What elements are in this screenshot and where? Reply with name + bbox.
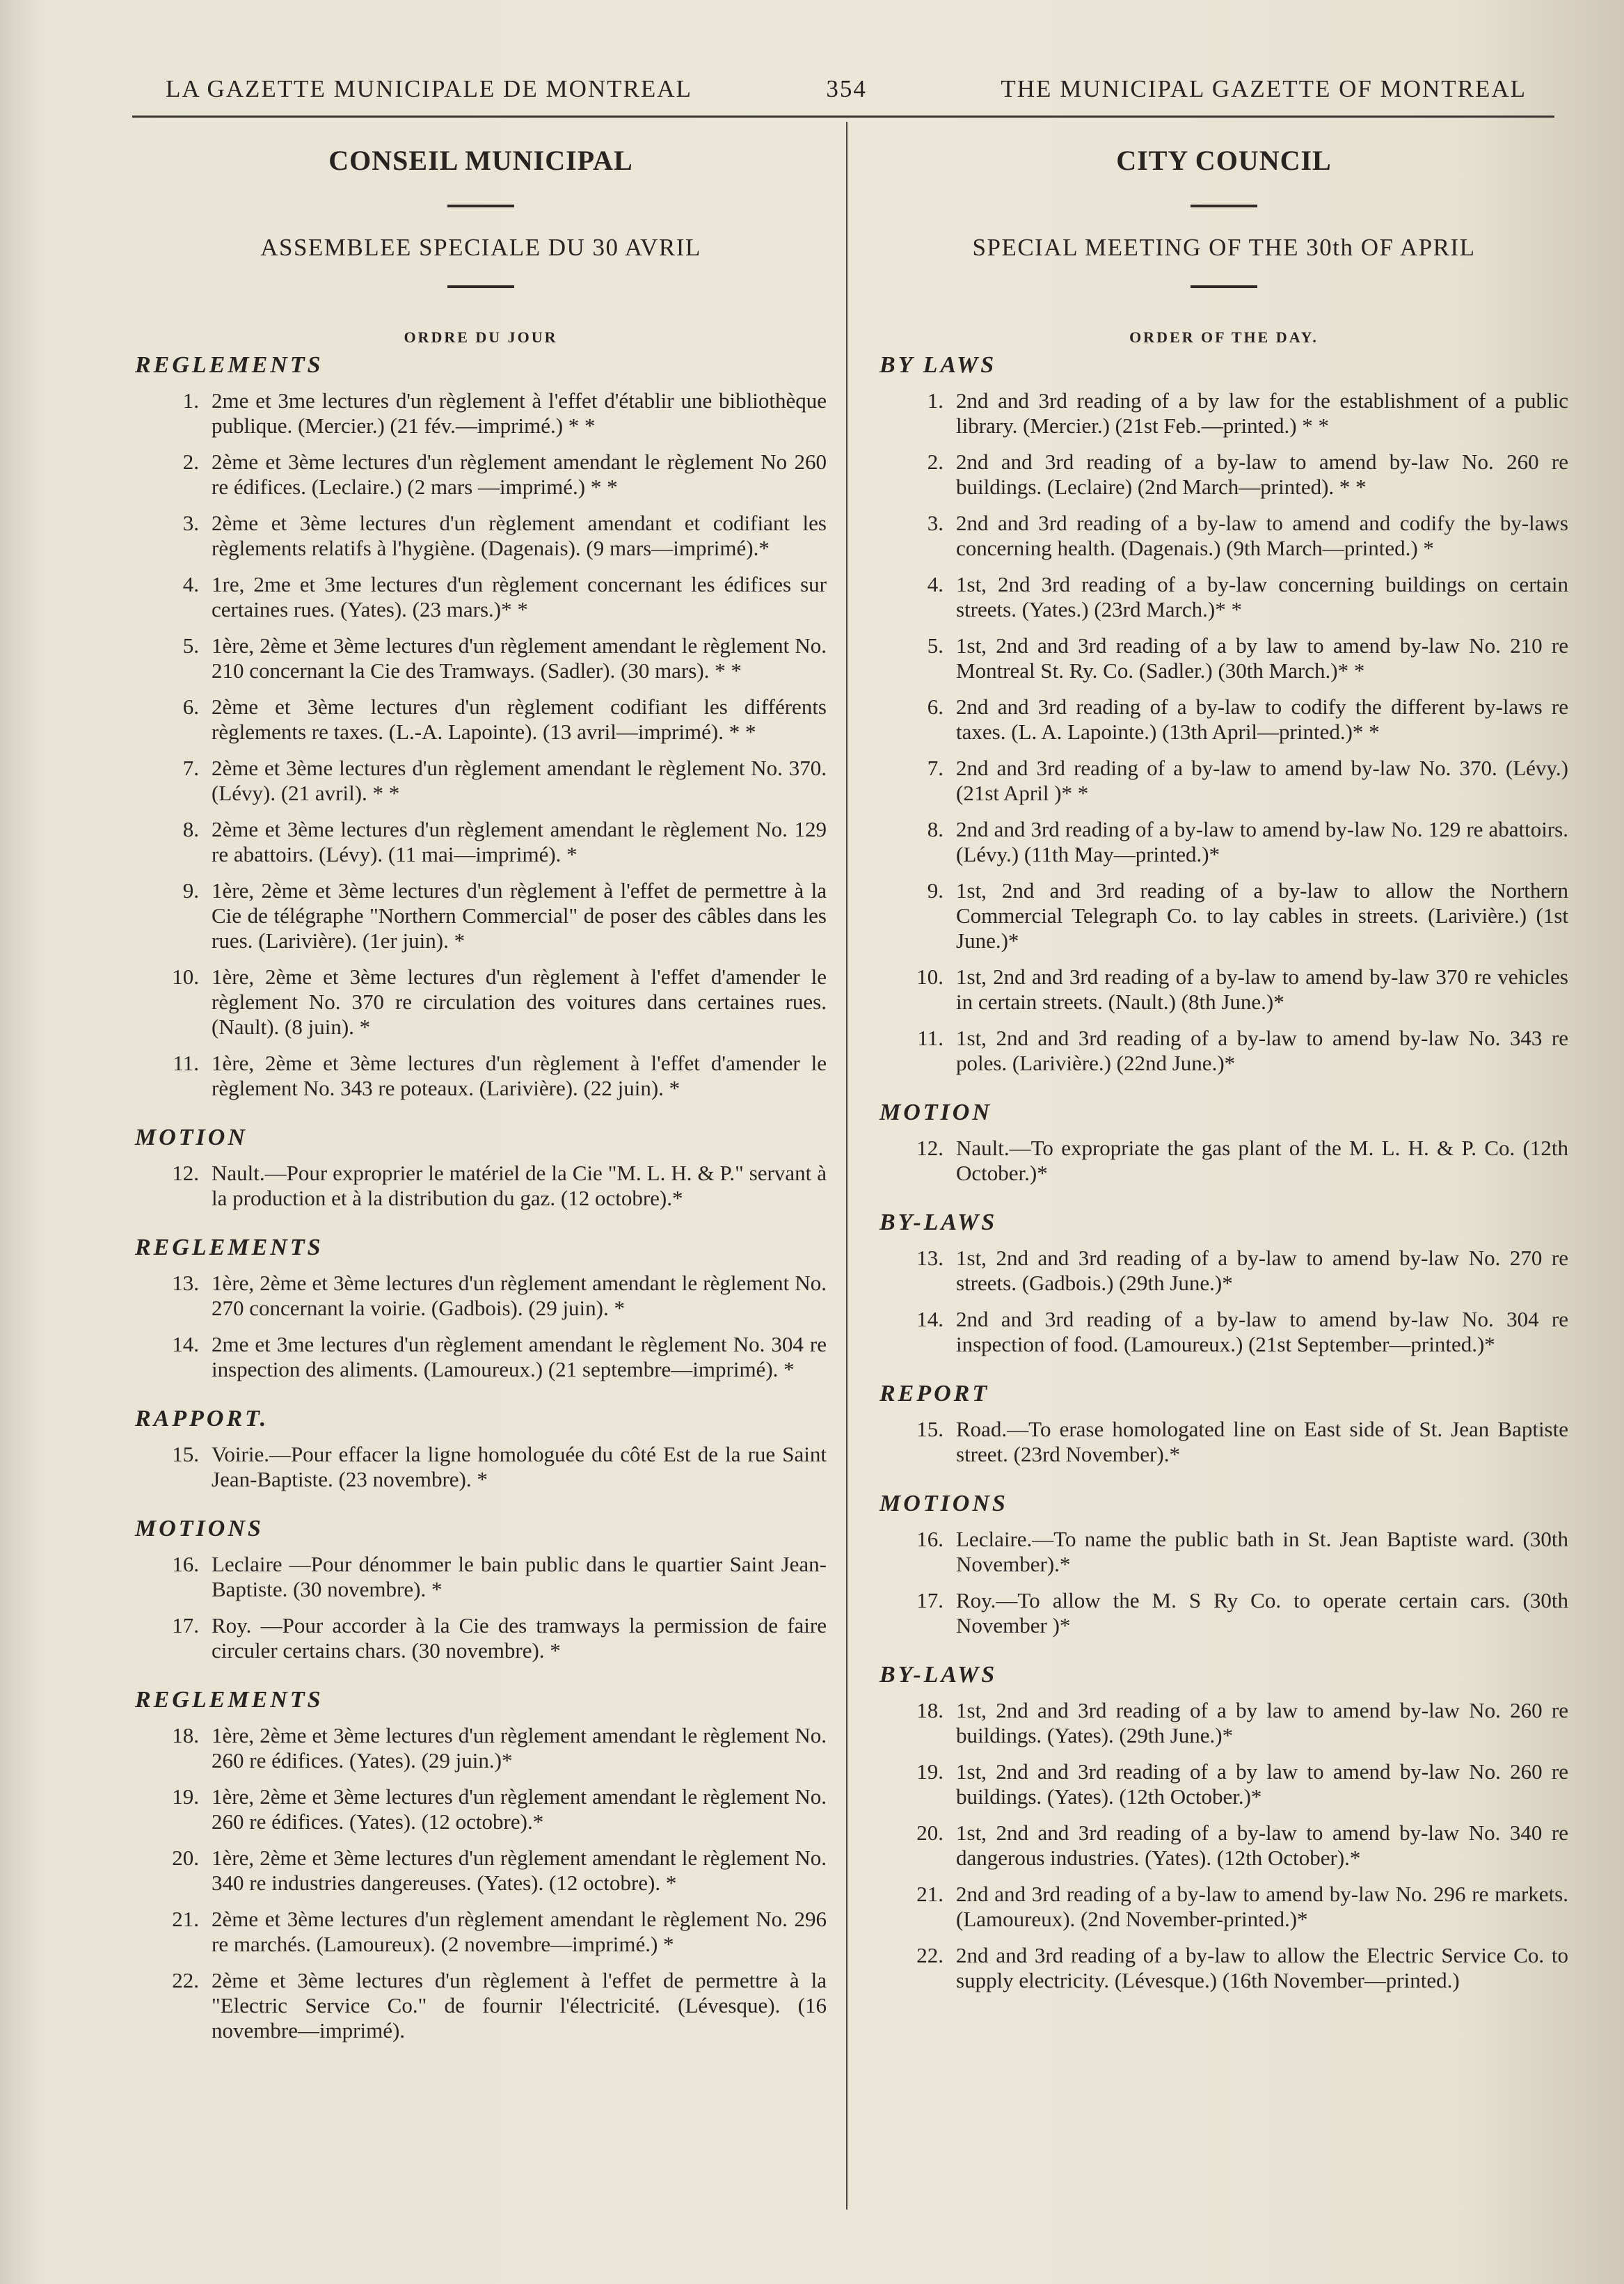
item-number: 22.	[916, 1943, 944, 1967]
agenda-item	[135, 878, 827, 953]
agenda-item	[135, 450, 827, 500]
item-number: 17.	[172, 1613, 199, 1637]
section-heading: BY-LAWS	[879, 1210, 998, 1235]
english-sections	[879, 352, 1568, 1993]
agenda-item	[135, 1846, 827, 1896]
agenda-item	[879, 1026, 1568, 1076]
item-text: Roy. —Pour accorder à la Cie des tramways la permission de faire circuler certains chars. (30 novembre). *	[212, 1613, 827, 1663]
section-heading: REPORT	[879, 1381, 990, 1406]
agenda-item	[879, 1698, 1568, 1748]
agenda-item	[879, 388, 1568, 438]
agenda-item	[879, 965, 1568, 1015]
item-text: 1ère, 2ème et 3ème lectures d'un règlement amendant le règlement No. 270 concernant la voirie. (Gadbois). (29 juin). *	[212, 1271, 827, 1320]
english-column	[850, 122, 1568, 2054]
item-text: Road.—To erase homologated line on East side of St. Jean Baptiste street. (23rd November).*	[956, 1417, 1568, 1466]
item-text: 1st, 2nd and 3rd reading of a by law to amend by-law No. 210 re Montreal St. Ry. Co. (Sadler.) (30th March.)* *	[956, 633, 1568, 683]
item-number: 6.	[927, 695, 944, 719]
item-text: 1ère, 2ème et 3ème lectures d'un règlement à l'effet d'amender le règlement No. 370 re circulation des voitures dans certaines rues. (Nault). (8 juin). *	[212, 965, 827, 1039]
item-number: 11.	[173, 1051, 199, 1075]
section-heading: RAPPORT.	[135, 1406, 269, 1432]
item-number: 15.	[916, 1417, 944, 1441]
item-text: 2ème et 3ème lectures d'un règlement amendant le règlement No. 370. (Lévy). (21 avril). * *	[212, 756, 827, 805]
agenda-item	[879, 756, 1568, 806]
agenda-item	[879, 1527, 1568, 1577]
item-text: 1st, 2nd and 3rd reading of a by-law to amend by-law 370 re vehicles in certain streets. (Nault.) (8th June.)*	[956, 965, 1568, 1014]
item-text: 1st, 2nd 3rd reading of a by-law concerning buildings on certain streets. (Yates.) (23rd March.)* *	[956, 572, 1568, 621]
title-rule	[1191, 205, 1257, 207]
agenda-item	[135, 965, 827, 1040]
item-text: 2ème et 3ème lectures d'un règlement amendant le règlement No. 129 re abattoirs. (Lévy). (11 mai—imprimé). *	[212, 817, 827, 866]
agenda-item	[879, 1246, 1568, 1296]
item-text: 1st, 2nd and 3rd reading of a by-law to amend by-law No. 343 re poles. (Larivière.) (22nd June.)*	[956, 1026, 1568, 1075]
agenda-item	[135, 511, 827, 561]
agenda-item	[135, 695, 827, 745]
item-text: Leclaire —Pour dénommer le bain public dans le quartier Saint Jean-Baptiste. (30 novembre). *	[212, 1552, 827, 1601]
agenda-item	[879, 1417, 1568, 1467]
agenda-item	[135, 1613, 827, 1663]
item-text: 2nd and 3rd reading of a by-law to amend and codify the by-laws concerning health. (Dagenais.) (9th March—printed.) *	[956, 511, 1568, 560]
item-number: 7.	[927, 756, 944, 780]
item-number: 1.	[927, 388, 944, 413]
item-number: 5.	[182, 633, 199, 658]
item-text: 1st, 2nd and 3rd reading of a by law to amend by-law No. 260 re buildings. (Yates). (29th June.)*	[956, 1698, 1568, 1747]
item-text: 1ère, 2ème et 3ème lectures d'un règlement amendant le règlement No. 260 re édifices. (Yates). (12 octobre).*	[212, 1784, 827, 1834]
item-number: 4.	[182, 572, 199, 596]
agenda-item	[879, 1136, 1568, 1186]
item-number: 15.	[172, 1442, 199, 1466]
item-text: 1ère, 2ème et 3ème lectures d'un règlement amendant le règlement No. 210 concernant la Cie des Tramways. (Sadler). (30 mars). * *	[212, 633, 827, 683]
item-number: 1.	[182, 388, 199, 413]
agenda-item	[879, 1759, 1568, 1809]
item-text: 2nd and 3rd reading of a by law for the establishment of a public library. (Mercier.) (21st Feb.—printed.) * *	[956, 388, 1568, 438]
item-text: 2ème et 3ème lectures d'un règlement amendant le règlement No. 296 re marchés. (Lamoureux). (2 novembre—imprimé.) *	[212, 1907, 827, 1956]
item-number: 7.	[182, 756, 199, 780]
item-text: Nault.—Pour exproprier le matériel de la Cie "M. L. H. & P." servant à la production et à la distribution du gaz. (12 octobre).*	[212, 1161, 827, 1210]
item-text: Voirie.—Pour effacer la ligne homologuée du côté Est de la rue Saint Jean-Baptiste. (23 novembre). *	[212, 1442, 827, 1491]
french-title: CONSEIL MUNICIPAL	[328, 145, 633, 176]
english-title: CITY COUNCIL	[1116, 145, 1332, 176]
item-text: 2ème et 3ème lectures d'un règlement à l'effet de permettre à la "Electric Service Co." de fournir l'électricité. (Lévesque). (16 novembre—imprimé).	[212, 1968, 827, 2043]
section-heading: REGLEMENTS	[135, 352, 324, 378]
two-columns	[132, 122, 1568, 2054]
french-column	[132, 122, 850, 2054]
item-text: 2nd and 3rd reading of a by-law to amend by-law No. 129 re abattoirs. (Lévy.) (11th May—printed.)*	[956, 817, 1568, 866]
agenda-item	[879, 1882, 1568, 1932]
subtitle-rule	[447, 285, 514, 288]
item-number: 18.	[916, 1698, 944, 1722]
item-text: 2ème et 3ème lectures d'un règlement amendant et codifiant les règlements relatifs à l'hygiène. (Dagenais). (9 mars—imprimé).*	[212, 511, 827, 560]
item-text: 1st, 2nd and 3rd reading of a by law to amend by-law No. 260 re buildings. (Yates). (12th October.)*	[956, 1759, 1568, 1809]
item-text: Roy.—To allow the M. S Ry Co. to operate certain cars. (30th November )*	[956, 1588, 1568, 1637]
section-heading: REGLEMENTS	[135, 1687, 324, 1713]
item-number: 21.	[916, 1882, 944, 1906]
item-number: 21.	[172, 1907, 199, 1931]
item-number: 11.	[917, 1026, 944, 1050]
agenda-item	[135, 1332, 827, 1382]
item-number: 8.	[927, 817, 944, 841]
item-number: 10.	[916, 965, 944, 989]
item-text: 2nd and 3rd reading of a by-law to amend by-law No. 260 re buildings. (Leclaire) (2nd March—printed). * *	[956, 450, 1568, 499]
item-number: 22.	[172, 1968, 199, 1992]
item-text: 2nd and 3rd reading of a by-law to amend by-law No. 304 re inspection of food. (Lamoureux.) (21st September—printed.)*	[956, 1307, 1568, 1356]
item-text: 2nd and 3rd reading of a by-law to amend by-law No. 370. (Lévy.) (21st April )* *	[956, 756, 1568, 805]
agenda-item	[135, 572, 827, 622]
item-number: 9.	[927, 878, 944, 903]
item-text: 1ère, 2ème et 3ème lectures d'un règlement à l'effet d'amender le règlement No. 343 re poteaux. (Larivière). (22 juin). *	[212, 1051, 827, 1100]
agenda-item	[135, 633, 827, 683]
agenda-item	[879, 450, 1568, 500]
section-heading: MOTIONS	[879, 1491, 1008, 1516]
item-text: 2ème et 3ème lectures d'un règlement amendant le règlement No 260 re édifices. (Leclaire.) (2 mars —imprimé.) * *	[212, 450, 827, 499]
item-text: 1st, 2nd and 3rd reading of a by-law to amend by-law No. 340 re dangerous industries. (Yates). (12th October).*	[956, 1821, 1568, 1870]
section-heading: BY-LAWS	[879, 1662, 998, 1688]
item-text: 1re, 2me et 3me lectures d'un règlement concernant les édifices sur certaines rues. (Yates). (23 mars.)* *	[212, 572, 827, 621]
agenda-item	[135, 1968, 827, 2043]
item-number: 18.	[172, 1723, 199, 1747]
agenda-item	[879, 633, 1568, 683]
agenda-item	[879, 1307, 1568, 1357]
agenda-item	[879, 572, 1568, 622]
french-sections	[135, 352, 827, 2043]
section-heading: MOTION	[879, 1100, 992, 1125]
item-text: Leclaire.—To name the public bath in St. Jean Baptiste ward. (30th November).*	[956, 1527, 1568, 1576]
item-number: 8.	[182, 817, 199, 841]
section-heading: REGLEMENTS	[135, 1235, 324, 1260]
item-text: 2nd and 3rd reading of a by-law to allow the Electric Service Co. to supply electricity. (Lévesque.) (16th November—printed.)	[956, 1943, 1568, 1992]
item-text: 1ère, 2ème et 3ème lectures d'un règlement amendant le règlement No. 340 re industries dangereuses. (Yates). (12 octobre). *	[212, 1846, 827, 1895]
item-number: 14.	[172, 1332, 199, 1356]
item-number: 3.	[182, 511, 199, 535]
item-number: 12.	[172, 1161, 199, 1185]
item-number: 3.	[927, 511, 944, 535]
item-text: 2me et 3me lectures d'un règlement amendant le règlement No. 304 re inspection des aliments. (Lamoureux.) (21 septembre—imprimé). *	[212, 1332, 827, 1381]
column-divider	[846, 122, 847, 2210]
section-heading: MOTION	[135, 1125, 248, 1150]
english-order-label: ORDER OF THE DAY.	[1129, 328, 1319, 346]
agenda-item	[879, 1943, 1568, 1993]
item-number: 13.	[172, 1271, 199, 1295]
item-number: 20.	[172, 1846, 199, 1870]
english-subtitle: SPECIAL MEETING OF THE 30th OF APRIL	[972, 234, 1476, 261]
page-header	[132, 75, 1554, 118]
item-number: 2.	[927, 450, 944, 474]
item-text: 1ère, 2ème et 3ème lectures d'un règlement à l'effet de permettre à la Cie de télégraphe "Northern Commercial" de poser des câbles dans les rues. (Larivière). (1er juin). *	[212, 878, 827, 953]
item-text: 1st, 2nd and 3rd reading of a by-law to allow the Northern Commercial Telegraph Co. to lay cables in streets. (Larivière.) (1st June.)*	[956, 878, 1568, 953]
section-heading: MOTIONS	[135, 1516, 264, 1541]
agenda-item	[135, 1552, 827, 1602]
item-text: 2ème et 3ème lectures d'un règlement codifiant les différents règlements re taxes. (L.-A. Lapointe). (13 avril—imprimé). * *	[212, 695, 827, 744]
item-number: 4.	[927, 572, 944, 596]
item-number: 10.	[172, 965, 199, 989]
agenda-item	[879, 878, 1568, 953]
item-number: 13.	[916, 1246, 944, 1270]
item-text: Nault.—To expropriate the gas plant of the M. L. H. & P. Co. (12th October.)*	[956, 1136, 1568, 1185]
item-text: 2nd and 3rd reading of a by-law to codify the different by-laws re taxes. (L. A. Lapointe.) (13th April—printed.)* *	[956, 695, 1568, 744]
header-english-title: THE MUNICIPAL GAZETTE OF MONTREAL	[1001, 75, 1527, 102]
page-number: 354	[826, 75, 867, 102]
agenda-item	[135, 817, 827, 867]
agenda-item	[879, 511, 1568, 561]
item-number: 17.	[916, 1588, 944, 1612]
item-number: 19.	[916, 1759, 944, 1784]
agenda-item	[879, 1821, 1568, 1871]
agenda-item	[135, 756, 827, 806]
agenda-item	[135, 1784, 827, 1834]
section-heading: BY LAWS	[879, 352, 997, 378]
header-french-title: LA GAZETTE MUNICIPALE DE MONTREAL	[166, 75, 692, 102]
agenda-item	[135, 1723, 827, 1773]
item-number: 14.	[916, 1307, 944, 1331]
agenda-item	[135, 1907, 827, 1957]
agenda-item	[879, 695, 1568, 745]
title-rule	[447, 205, 514, 207]
item-number: 12.	[916, 1136, 944, 1160]
item-text: 2me et 3me lectures d'un règlement à l'effet d'établir une bibliothèque publique. (Mercier.) (21 fév.—imprimé.) * *	[212, 388, 827, 438]
agenda-item	[135, 388, 827, 438]
item-text: 1ère, 2ème et 3ème lectures d'un règlement amendant le règlement No. 260 re édifices. (Yates). (29 juin.)*	[212, 1723, 827, 1773]
item-number: 6.	[182, 695, 199, 719]
subtitle-rule	[1191, 285, 1257, 288]
french-order-label: ORDRE DU JOUR	[404, 328, 558, 346]
item-number: 19.	[172, 1784, 199, 1809]
agenda-item	[879, 1588, 1568, 1638]
agenda-item	[135, 1161, 827, 1211]
agenda-item	[135, 1271, 827, 1321]
item-number: 20.	[916, 1821, 944, 1845]
item-text: 1st, 2nd and 3rd reading of a by-law to amend by-law No. 270 re streets. (Gadbois.) (29th June.)*	[956, 1246, 1568, 1295]
item-number: 16.	[916, 1527, 944, 1551]
agenda-item	[135, 1051, 827, 1101]
agenda-item	[135, 1442, 827, 1492]
french-subtitle: ASSEMBLEE SPECIALE DU 30 AVRIL	[260, 234, 701, 261]
item-number: 5.	[927, 633, 944, 658]
item-number: 2.	[182, 450, 199, 474]
agenda-item	[879, 817, 1568, 867]
item-text: 2nd and 3rd reading of a by-law to amend by-law No. 296 re markets. (Lamoureux). (2nd November-printed.)*	[956, 1882, 1568, 1931]
item-number: 16.	[172, 1552, 199, 1576]
item-number: 9.	[182, 878, 199, 903]
